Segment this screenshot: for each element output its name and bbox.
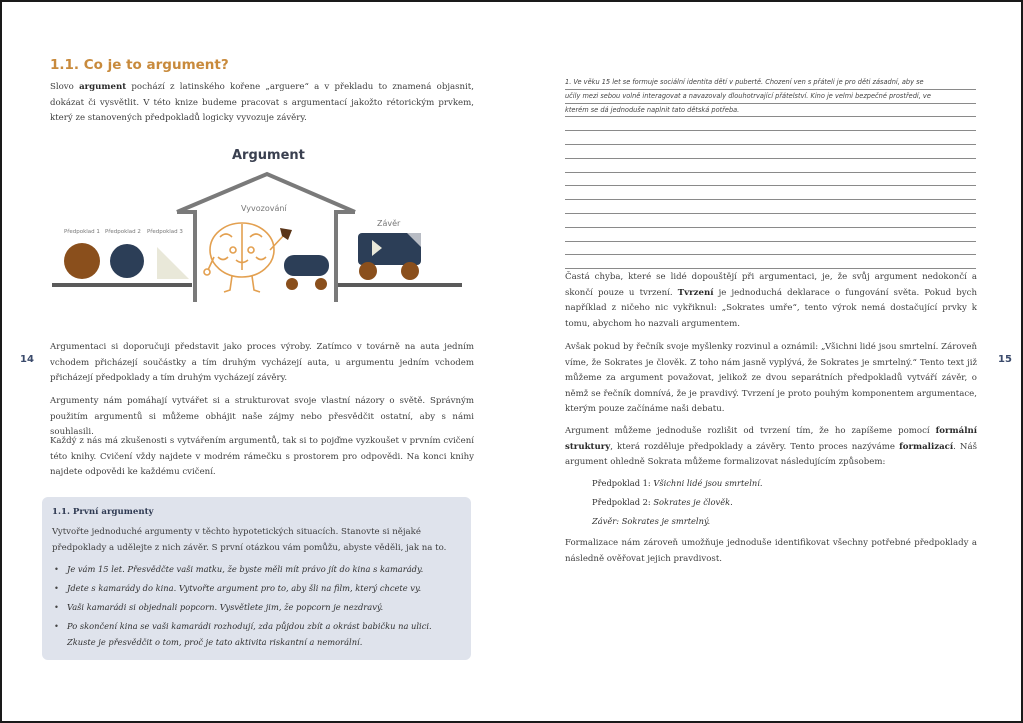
formal-label: Předpoklad 1: [592,478,654,488]
answer-line[interactable] [565,117,976,131]
answer-line[interactable] [565,173,976,187]
inference-label: Vyvozování [241,204,287,213]
claim-text: Častá chyba, které se lidé dopouštějí při argumentaci, je, že svůj argument nedokončí a skončí pouze u tvrzení. [565,272,977,298]
intro-text-rest: pochází z latinského kořene „arguere“ a v překladu to znamená objasnit, dokázat či vysvětlit. V této knize budeme pracovat s argumentací jakožto rétorickým prvkem, který ze stanovených předpokladů logicky vyvozuje závěry. [50,82,474,123]
paragraph-exercise-intro: Každý z nás má zkušenosti s vytvářením argumentů, tak si to pojďme vyzkoušet v prvním cvičení této knihy. Cvičení vždy najdete v modrém rámečku s prostorem pro odpovědi. Na konci knihy najdete odpovědi ke každému cvičení. [50,436,474,477]
page-number-right: 15 [998,354,1012,365]
formal-structure-term: formální struktury [565,426,977,452]
section-heading: 1.1. Co je to argument? [50,57,229,73]
argument-illustration [42,142,482,302]
exercise-item: • Je vám 15 let. Přesvědčte vaši matku, že byste měli mít právo jít do kina s kamarády. [52,561,461,577]
exercise-item: • Jdete s kamarády do kina. Vytvořte argument pro to, aby šli na film, který chcete vy. [52,580,461,596]
answer-line[interactable] [565,200,976,214]
formal-text: Argument můžeme jednoduše rozlišit od tvrzení tím, že ho zapíšeme pomocí [565,426,936,436]
formal-text-end: . Náš argument ohledně Sokrata můžeme formalizovat následujícím způsobem: [565,441,977,467]
answer-line[interactable] [565,145,976,159]
exercise-item: • Vaši kamarádi si objednali popcorn. Vysvětlete jim, že popcorn je nezdravý. [52,599,461,615]
intro-bold-term: argument [79,82,127,92]
answer-line[interactable] [565,228,976,242]
exercise-instructions: Vytvořte jednoduché argumenty v těchto hypotetických situacích. Stanovte si nějaké předpoklady a udělejte z nich závěr. S první otázkou vám pomůžu, abyste věděli, jak na to. [52,527,447,553]
answer-line[interactable]: 1. Ve věku 15 let se formuje sociální identita dětí v pubertě. Chození ven s přáteli je pro děti zásadní, aby se [565,76,976,90]
formal-statement: Sokrates je smrtelný. [621,516,711,526]
answer-line[interactable] [565,214,976,228]
formal-text-mid: , která rozděluje předpoklady a závěry. Tento proces nazýváme [610,441,900,452]
conclusion-label: Závěr [377,219,401,228]
answer-area[interactable] [565,76,976,269]
premise-label-3: Předpoklad 3 [147,229,183,235]
premise-label-1: Předpoklad 1 [64,229,100,235]
formalization-term: formalizací [899,441,954,452]
paragraph-purpose: Argumenty nám pomáhají vytvářet si a strukturovat svoje vlastní názory o světě. Správným použitím argumentů si můžeme obhájit naše zájmy nebo přesvědčit ostatní, aby s námi souhlasili. [50,396,474,437]
intro-paragraph [50,80,474,127]
formal-label: Závěr: [592,516,622,526]
answer-line[interactable] [565,242,976,256]
factory-diagram [42,142,482,302]
paragraph-socrates: Avšak pokud by řečník svoje myšlenky rozvinul a oznámil: „Všichni lidé jsou smrtelní. Zároveň víme, že Sokrates je člověk. Z toho nám jasně vyplývá, že Sokrates je smrtelný.“ Tento text již můžeme za argument považovat, jelikož ze dvou separátních předpokladů vytváří závěr, o němž se řečník domnívá, že je pravdivý. Tvrzení je proto pouhým komponentem argumentace, kterým pouze začínáme naši debatu. [565,342,977,414]
formal-premise-1 [592,478,763,488]
answer-line[interactable]: kterém se dá jednoduše naplnit tato dětská potřeba. [565,104,976,118]
illustration-title: Argument [232,148,305,163]
formal-statement: Všichni lidé jsou smrtelní. [653,478,763,488]
answer-line[interactable] [565,159,976,173]
intro-text: Slovo [50,82,80,92]
paragraph-process: Argumentaci si doporučuji představit jako proces výroby. Zatímco v továrně na auta jedním vchodem přicházejí součástky a tím druhým vycházejí auta, u argumentu jedním vchodem přicházejí předpoklady a tím druhým vycházejí závěry. [50,342,474,383]
claim-text-rest: je jednoduchá deklarace o fungování světa. Pokud bych například z ničeho nic vykřiknul: „Sokrates umře“, tento výrok nemá dostačující prvky k tomu, abychom ho nazvali argumentem. [565,287,977,329]
exercise-item: • Po skončení kina se vaši kamarádi rozhodují, zda půjdou zbít a okrást babičku na ulici. Zkuste je přesvědčit o tom, proč je tato aktivita riskantní a nemorální. [52,618,461,650]
paragraph-formalization [565,424,977,471]
claim-bold-term: Tvrzení [677,287,714,298]
answer-line[interactable] [565,131,976,145]
page-number-left: 14 [20,354,34,365]
answer-line[interactable]: učily mezi sebou volně interagovat a navazovaly dlouhotrvající přátelství. Kino je velmi bezpečné prostředí, ve [565,90,976,104]
exercise-title: 1.1. První argumenty [52,507,154,517]
formal-statement: Sokrates je člověk. [653,497,733,507]
paragraph-claim [565,270,977,332]
formal-premise-2 [592,497,733,507]
formal-conclusion [592,516,710,526]
left-page [2,2,512,721]
paragraph-verification: Formalizace nám zároveň umožňuje jednoduše identifikovat všechny potřebné předpoklady a následně ověřovat jejich pravdivost. [565,538,977,564]
formal-label: Předpoklad 2: [592,497,654,507]
answer-line[interactable] [565,255,976,269]
exercise-box [42,497,471,660]
premise-label-2: Předpoklad 2 [105,229,141,235]
exercise-list [52,561,461,650]
answer-line[interactable] [565,186,976,200]
